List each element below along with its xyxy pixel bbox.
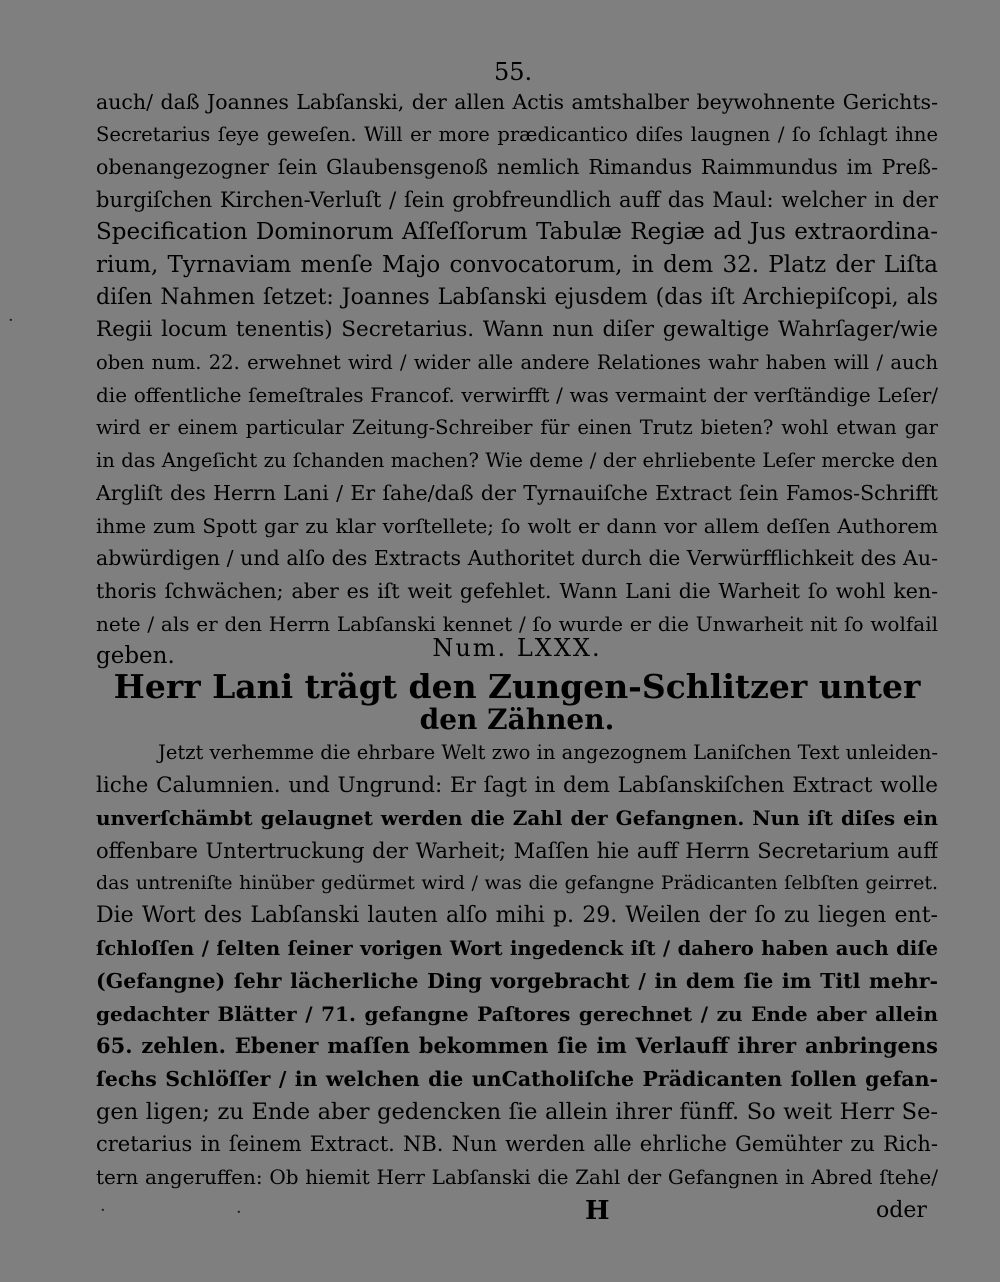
text-line: in das Angeſicht zu ſchanden machen? Wie deme / der ehrliebente Leſer mercke den [96,448,938,472]
text-line: Specification Dominorum Aſſeſſorum Tabulæ Regiæ ad Jus extraordina- [96,219,938,246]
section-number: Num. LXXX. [432,634,602,662]
text-line: thoris ſchwächen; aber es iſt weit gefehlet. Wann Lani die Warheit ſo wohl ken- [96,578,938,603]
margin-speck: · [8,310,14,331]
text-line: ſechs Schlöſſer / in welchen die unCatholiſche Prädicanten ſollen gefan- [96,1066,938,1091]
text-line: 65. zehlen. Ebener maſſen bekommen ſie im Verlauff ihrer anbringens [96,1033,938,1059]
text-line: Die Wort des Labſanski lauten alſo mihi p. 29. Weilen der ſo zu liegen ent- [96,902,938,928]
text-line: abwürdigen / und alſo des Extracts Authoritet durch die Verwürfflichkeit des Au- [96,546,938,571]
text-line: ſchloſſen / ſelten ſeiner vorigen Wort ingedenck iſt / dahero haben auch diſe [96,936,938,960]
text-line: burgiſchen Kirchen-Verluſt / ſein grobfreundlich auff das Maul: welcher in der [96,187,938,212]
text-line: liche Calumnien. und Ungrund: Er ſagt in dem Labſanskiſchen Extract wolle [96,772,938,798]
text-line: die offentliche ſemeſtrales Francof. verwirfft / was vermaint der verſtändige Leſer/ [96,383,938,408]
text-line: diſen Nahmen ſetzet: Joannes Labſanski ejusdem (das iſt Archiepiſcopi, als [96,284,938,310]
signature-mark: H [585,1196,610,1226]
text-line: das untreniſte hinüber gedürmet wird / was die gefangne Prädicanten ſelbſten geirret. [96,872,938,895]
paragraph-1 [96,86,938,673]
text-line: ihme zum Spott gar zu klar vorſtellete; ſo wolt er dann vor allem deſſen Authorem [96,513,938,538]
catchword: oder [876,1198,927,1223]
text-line: (Gefangne) ſehr lächerliche Ding vorgebracht / in dem ſie im Titl mehr- [96,969,938,994]
text-line: Jetzt verhemme die ehrbare Welt zwo in angezognem Laniſchen Text unleiden- [158,741,938,764]
text-line: Secretarius ſeye geweſen. Will er more prædicantico diſes laugnen / ſo ſchlagt ihne [96,122,938,146]
text-line: rium, Tyrnaviam menſe Majo convocatorum, in dem 32. Platz der Liſta [96,251,938,278]
text-line: cretarius in ſeinem Extract. NB. Nun werden alle ehrliche Gemühter zu Rich- [96,1132,938,1157]
margin-speck: · [236,1202,242,1223]
text-line: wird er einem particular Zeitung-Schreiber für einen Trutz bieten? wohl etwan gar [96,415,938,439]
paragraph-2 [96,737,938,1193]
text-line: tern angeruffen: Ob hiemit Herr Labſanski die Zahl der Gefangnen in Abred ſtehe/ [96,1164,938,1189]
page-number: 55. [494,58,533,86]
margin-speck: · [100,1200,106,1221]
text-line: unverſchämbt gelaugnet werden die Zahl der Gefangnen. Nun iſt diſes ein [96,806,938,831]
text-line: auch/ daß Joannes Labſanski, der allen Actis amtshalber beywohnente Gerichts- [96,90,938,114]
text-line: geben. [96,643,175,670]
section-heading: Herr Lani trägt den Zungen-Schlitzer unter [113,668,921,706]
text-line: oben num. 22. erwehnet wird / wider alle andere Relationes wahr haben will / auch [96,350,938,374]
text-line: nete / als er den Herrn Labſanski kennet / ſo wurde er die Unwarheit nit ſo wolfail [96,611,938,636]
text-line: Regii locum tenentis) Secretarius. Wann nun diſer gewaltige Wahrſager/wie [96,317,938,343]
section-heading-continuation: den Zähnen. [419,703,615,736]
text-line: offenbare Untertruckung der Warheit; Maſſen hie auff Herrn Secretarium auff [96,838,938,863]
text-line: obenangezogner ſein Glaubensgenoß nemlich Rimandus Raimmundus im Preß- [96,155,938,180]
text-line: gedachter Blätter / 71. gefangne Paſtores gerechnet / zu Ende aber allein [96,1001,938,1026]
text-line: Argliſt des Herrn Lani / Er ſahe/daß der Tyrnauiſche Extract ſein Famos-Schrifft [96,481,938,506]
text-line: gen ligen; zu Ende aber gedencken ſie allein ihrer fünff. So weit Herr Se- [96,1098,938,1125]
